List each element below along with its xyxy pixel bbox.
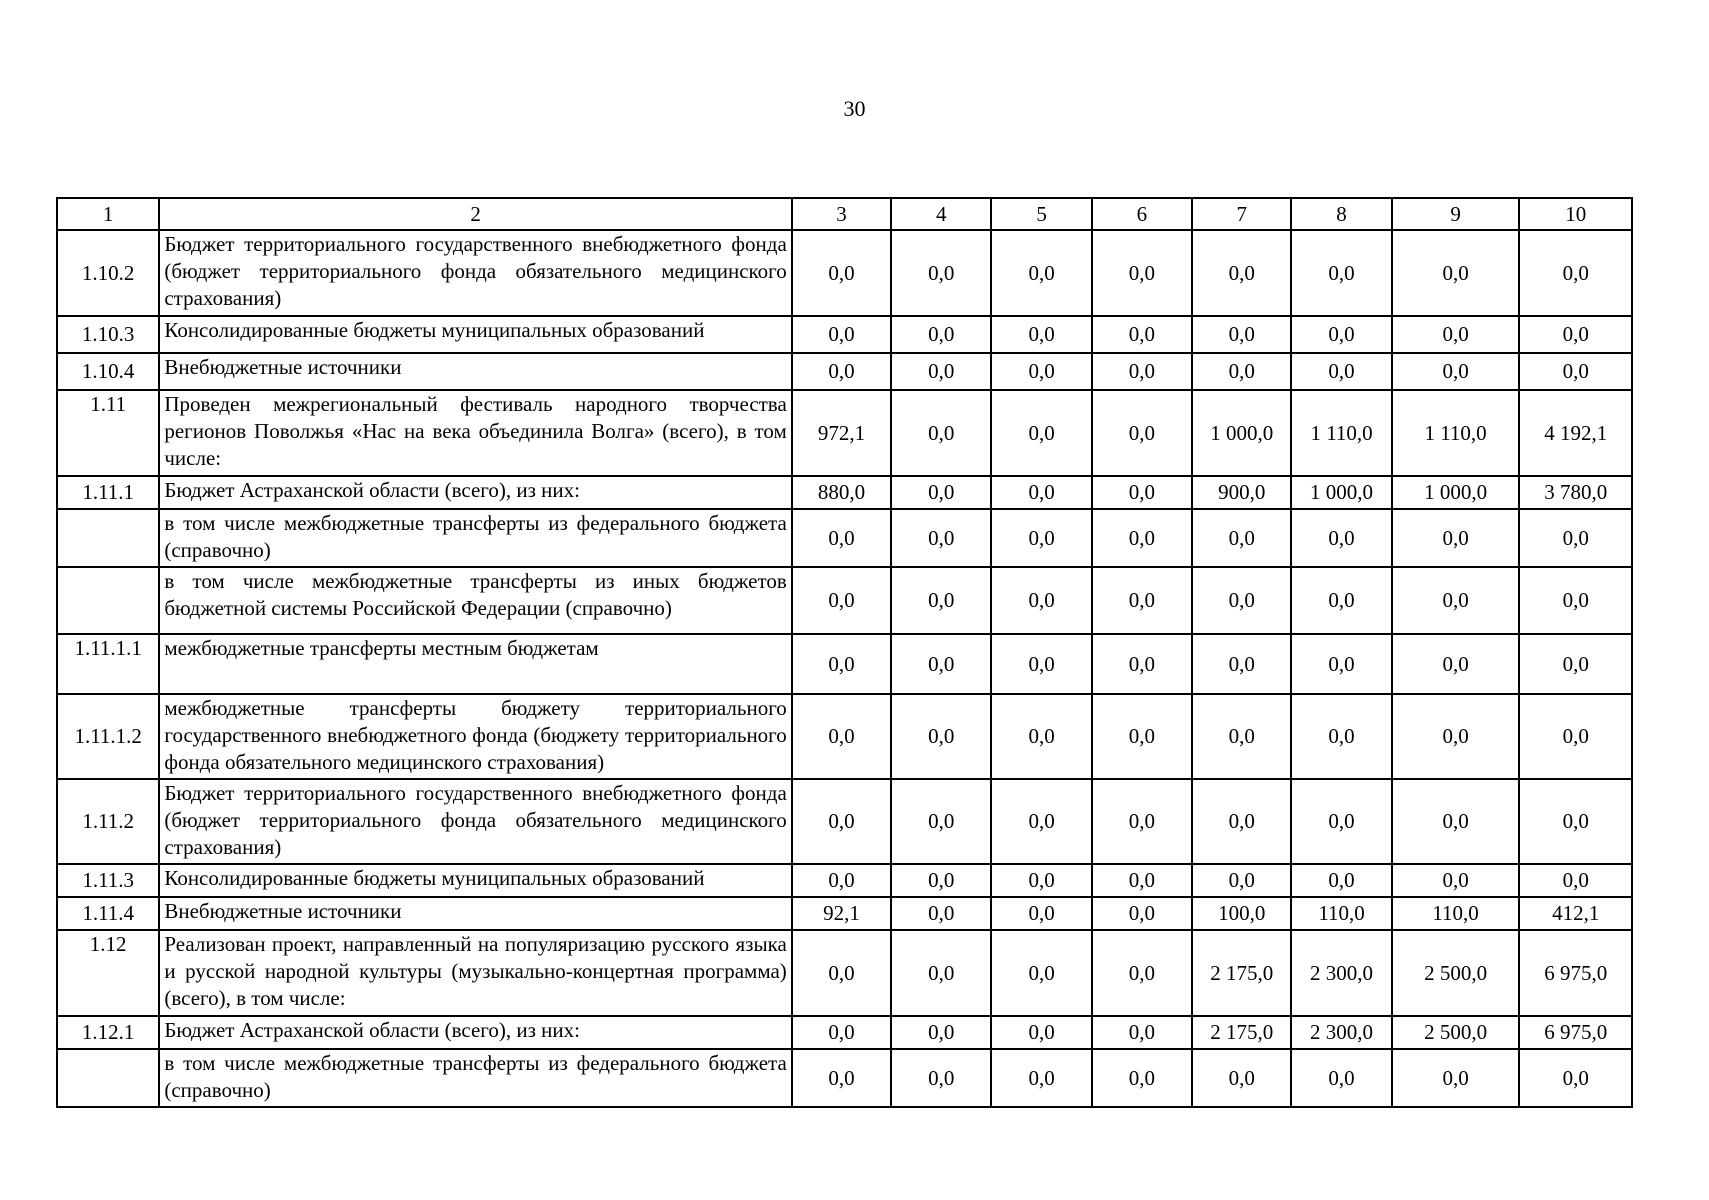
row-value: 0,0 [991,930,1091,1016]
row-code [57,509,159,567]
table-row [57,1016,1632,1049]
row-value: 0,0 [792,779,891,864]
row-value: 3 780,0 [1519,476,1632,509]
row-value: 0,0 [1392,509,1520,567]
column-header: 8 [1291,198,1391,230]
row-value: 0,0 [792,930,891,1016]
row-value: 0,0 [1392,864,1520,897]
row-name: Внебюджетные источники [159,353,791,390]
row-value: 0,0 [1519,864,1632,897]
row-value: 0,0 [891,1016,991,1049]
table-row [57,1049,1632,1107]
row-name: Внебюджетные источники [159,897,791,930]
row-value: 110,0 [1291,897,1391,930]
row-value: 900,0 [1192,476,1291,509]
row-value: 0,0 [1291,634,1391,694]
row-value: 0,0 [1291,864,1391,897]
row-value: 0,0 [1192,779,1291,864]
row-code [57,1049,159,1107]
row-name: в том числе межбюджетные трансферты из федерального бюджета (справочно) [159,1049,791,1107]
row-value: 0,0 [991,230,1091,316]
row-name: Бюджет территориального государственного внебюджетного фонда (бюджет территориального фонда обязательного медицинского страхования) [159,230,791,316]
row-value: 0,0 [891,634,991,694]
row-value: 0,0 [1092,930,1192,1016]
budget-table [56,197,1633,1108]
row-value: 0,0 [1092,694,1192,779]
row-value: 0,0 [1092,316,1192,353]
row-value: 0,0 [891,230,991,316]
row-name: Проведен межрегиональный фестиваль народного творчества регионов Поволжья «Нас на века объединила Волга» (всего), в том числе: [159,390,791,476]
column-header: 10 [1519,198,1632,230]
row-value: 0,0 [891,1049,991,1107]
row-code [57,567,159,634]
row-value: 0,0 [1192,509,1291,567]
row-value: 0,0 [792,1049,891,1107]
row-value: 0,0 [1092,1049,1192,1107]
row-value: 412,1 [1519,897,1632,930]
row-value: 0,0 [1192,694,1291,779]
row-value: 0,0 [1092,1016,1192,1049]
row-value: 0,0 [891,694,991,779]
row-value: 0,0 [891,509,991,567]
row-value: 0,0 [1092,390,1192,476]
row-value: 2 300,0 [1291,930,1391,1016]
row-value: 0,0 [1519,567,1632,634]
row-value: 2 175,0 [1192,1016,1291,1049]
row-value: 0,0 [1092,634,1192,694]
row-value: 0,0 [1092,864,1192,897]
column-header: 1 [57,198,159,230]
row-value: 0,0 [1092,567,1192,634]
row-value: 0,0 [1392,779,1520,864]
row-value: 0,0 [1291,1049,1391,1107]
row-code: 1.11 [57,390,159,476]
column-header: 3 [792,198,891,230]
row-value: 0,0 [1392,567,1520,634]
column-header: 5 [991,198,1091,230]
row-code: 1.11.1 [57,476,159,509]
row-value: 92,1 [792,897,891,930]
table-row [57,476,1632,509]
table-row [57,230,1632,316]
row-code: 1.11.2 [57,779,159,864]
row-value: 0,0 [1291,230,1391,316]
row-name: межбюджетные трансферты бюджету территориального государственного внебюджетного фонда (бюджету территориального фонда обязательного медицинского страхования) [159,694,791,779]
row-value: 0,0 [1192,316,1291,353]
row-value: 880,0 [792,476,891,509]
row-value: 0,0 [1392,1049,1520,1107]
row-value: 2 500,0 [1392,930,1520,1016]
row-value: 0,0 [1291,316,1391,353]
row-value: 0,0 [1392,316,1520,353]
row-value: 4 192,1 [1519,390,1632,476]
row-value: 0,0 [991,1016,1091,1049]
row-value: 0,0 [1392,694,1520,779]
row-value: 0,0 [891,779,991,864]
row-value: 0,0 [891,930,991,1016]
row-value: 100,0 [1192,897,1291,930]
row-name: в том числе межбюджетные трансферты из иных бюджетов бюджетной системы Российской Федерации (справочно) [159,567,791,634]
row-value: 0,0 [1092,897,1192,930]
row-code: 1.12 [57,930,159,1016]
table-row [57,390,1632,476]
row-name: в том числе межбюджетные трансферты из федерального бюджета (справочно) [159,509,791,567]
row-value: 2 500,0 [1392,1016,1520,1049]
table-row [57,353,1632,390]
row-value: 0,0 [1392,230,1520,316]
row-value: 0,0 [792,634,891,694]
row-value: 0,0 [1291,694,1391,779]
row-value: 0,0 [991,864,1091,897]
row-value: 0,0 [891,897,991,930]
row-value: 0,0 [1192,864,1291,897]
row-name: Реализован проект, направленный на популяризацию русского языка и русской народной культуры (музыкально-концертная программа) (всего), в том числе: [159,930,791,1016]
row-value: 1 000,0 [1192,390,1291,476]
row-value: 0,0 [991,897,1091,930]
table-row [57,316,1632,353]
row-value: 2 300,0 [1291,1016,1391,1049]
row-code: 1.10.3 [57,316,159,353]
row-value: 110,0 [1392,897,1520,930]
row-value: 0,0 [792,864,891,897]
row-value: 1 000,0 [1392,476,1520,509]
row-value: 0,0 [792,316,891,353]
table-row [57,779,1632,864]
row-value: 0,0 [792,230,891,316]
row-value: 0,0 [1519,694,1632,779]
row-value: 1 110,0 [1291,390,1391,476]
row-value: 0,0 [991,779,1091,864]
row-value: 0,0 [991,476,1091,509]
row-value: 0,0 [1519,634,1632,694]
row-value: 0,0 [1291,353,1391,390]
row-value: 0,0 [991,353,1091,390]
column-header: 6 [1092,198,1192,230]
row-code: 1.10.2 [57,230,159,316]
row-value: 0,0 [991,1049,1091,1107]
row-value: 0,0 [792,694,891,779]
page-number: 30 [843,96,866,121]
row-value: 0,0 [792,567,891,634]
column-header: 2 [159,198,791,230]
row-value: 0,0 [1519,779,1632,864]
row-value: 0,0 [1392,634,1520,694]
row-value: 0,0 [792,1016,891,1049]
row-name: Бюджет Астраханской области (всего), из них: [159,1016,791,1049]
column-header: 4 [891,198,991,230]
row-name: Консолидированные бюджеты муниципальных образований [159,864,791,897]
row-value: 0,0 [891,390,991,476]
row-value: 2 175,0 [1192,930,1291,1016]
row-name: межбюджетные трансферты местным бюджетам [159,634,791,694]
table-row [57,567,1632,634]
table-body [57,230,1632,1107]
row-value: 0,0 [1519,1049,1632,1107]
table-row [57,930,1632,1016]
table-row [57,864,1632,897]
row-value: 0,0 [1192,353,1291,390]
table-row [57,694,1632,779]
row-value: 0,0 [1519,316,1632,353]
table-row [57,634,1632,694]
row-value: 0,0 [991,567,1091,634]
row-value: 0,0 [1192,230,1291,316]
row-value: 0,0 [1392,353,1520,390]
row-value: 0,0 [1092,353,1192,390]
row-value: 972,1 [792,390,891,476]
row-value: 0,0 [1291,567,1391,634]
row-value: 0,0 [991,694,1091,779]
row-code: 1.11.4 [57,897,159,930]
row-value: 0,0 [991,316,1091,353]
row-code: 1.12.1 [57,1016,159,1049]
table-row [57,509,1632,567]
row-code: 1.11.3 [57,864,159,897]
row-value: 0,0 [792,353,891,390]
row-code: 1.11.1.2 [57,694,159,779]
row-value: 6 975,0 [1519,1016,1632,1049]
row-value: 0,0 [1092,509,1192,567]
row-value: 0,0 [891,567,991,634]
row-value: 0,0 [991,634,1091,694]
row-value: 0,0 [1519,353,1632,390]
column-header: 9 [1392,198,1520,230]
row-value: 0,0 [991,390,1091,476]
row-name: Консолидированные бюджеты муниципальных образований [159,316,791,353]
row-value: 0,0 [1291,779,1391,864]
row-name: Бюджет территориального государственного внебюджетного фонда (бюджет территориального фонда обязательного медицинского страхования) [159,779,791,864]
row-value: 0,0 [1092,230,1192,316]
row-value: 1 000,0 [1291,476,1391,509]
row-value: 0,0 [891,316,991,353]
row-value: 0,0 [891,476,991,509]
table-row [57,897,1632,930]
row-value: 0,0 [1192,1049,1291,1107]
column-header: 7 [1192,198,1291,230]
row-value: 6 975,0 [1519,930,1632,1016]
row-value: 0,0 [1192,567,1291,634]
row-value: 1 110,0 [1392,390,1520,476]
row-value: 0,0 [1519,230,1632,316]
row-value: 0,0 [891,353,991,390]
row-value: 0,0 [1092,779,1192,864]
row-code: 1.11.1.1 [57,634,159,694]
row-value: 0,0 [1291,509,1391,567]
row-value: 0,0 [891,864,991,897]
row-value: 0,0 [792,509,891,567]
row-code: 1.10.4 [57,353,159,390]
header-row [57,198,1632,230]
row-value: 0,0 [1092,476,1192,509]
row-value: 0,0 [1519,509,1632,567]
row-value: 0,0 [991,509,1091,567]
row-name: Бюджет Астраханской области (всего), из них: [159,476,791,509]
row-value: 0,0 [1192,634,1291,694]
